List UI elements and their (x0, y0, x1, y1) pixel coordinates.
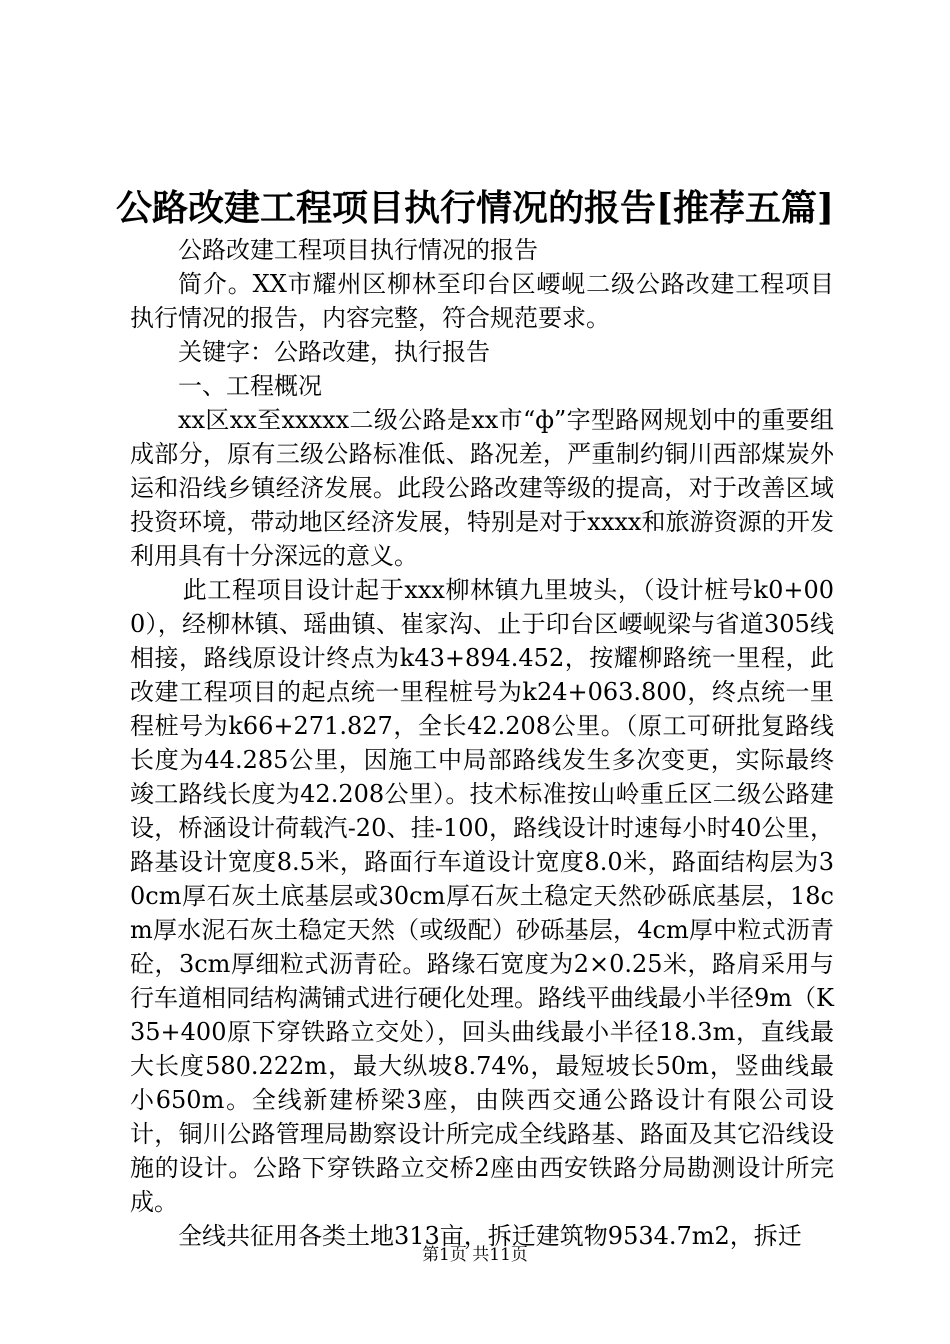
paragraph-intro: 简介。XX市耀州区柳林至印台区崾岘二级公路改建工程项目执行情况的报告，内容完整，符合规范要求。 (130, 270, 834, 332)
document-body (130, 233, 834, 1253)
paragraph-land-acquisition: 全线共征用各类土地313亩，拆迁建筑物9534.7m2，拆迁 (178, 1222, 802, 1250)
paragraph-overview: xx区xx至xxxxx二级公路是xx市“ф”字型路网规划中的重要组成部分，原有三级公路标准低、路况差，严重制约铜川西部煤炭外运和沿线乡镇经济发展。此段公路改建等级的提高，对于改善区域投资环境，带动地区经济发展，特别是对于xxxx和旅游资源的开发利用具有十分深远的意义。 (130, 406, 834, 570)
paragraph-subtitle: 公路改建工程项目执行情况的报告 (178, 236, 538, 264)
page-number-footer: 第1页 共11页 (422, 1245, 528, 1265)
section-heading-overview: 一、工程概况 (178, 372, 322, 400)
paragraph-keywords: 关键字：公路改建，执行报告 (178, 338, 490, 366)
document-title: 公路改建工程项目执行情况的报告[推荐五篇] (115, 187, 835, 229)
paragraph-design-details: 此工程项目设计起于xxx柳林镇九里坡头，（设计桩号k0+000），经柳林镇、瑶曲镇、崔家沟、止于印台区崾岘梁与省道305线相接，路线原设计终点为k43+894.452，按耀柳路统一里程，此改建工程项目的起点统一里程桩号为k24+063.800，终点统一里程桩号为k66+271.827，全长42.208公里。（原工可研批复路线长度为44.285公里，因施工中局部路线发生多次变更，实际最终竣工路线长度为42.208公里）。技术标准按山岭重丘区二级公路建设，桥涵设计荷载汽-20、挂-100，路线设计时速每小时40公里，路基设计宽度8.5米，路面行车道设计宽度8.0米，路面结构层为30cm厚石灰土底基层或30cm厚石灰土稳定天然砂砾底基层，18cm厚水泥石灰土稳定天然（或级配）砂砾基层，4cm厚中粒式沥青砼，3cm厚细粒式沥青砼。路缘石宽度为2×0.25米，路肩采用与行车道相同结构满铺式进行硬化处理。路线平曲线最小半径9m（K 35+400原下穿铁路立交处），回头曲线最小半径18.3m，直线最大长度580.222m，最大纵坡8.74%，最短坡长50m，竖曲线最小650m。全线新建桥梁3座，由陕西交通公路设计有限公司设计，铜川公路管理局勘察设计所完成全线路基、路面及其它沿线设施的设计。公路下穿铁路立交桥2座由西安铁路分局勘测设计所完成。 (130, 576, 834, 1216)
